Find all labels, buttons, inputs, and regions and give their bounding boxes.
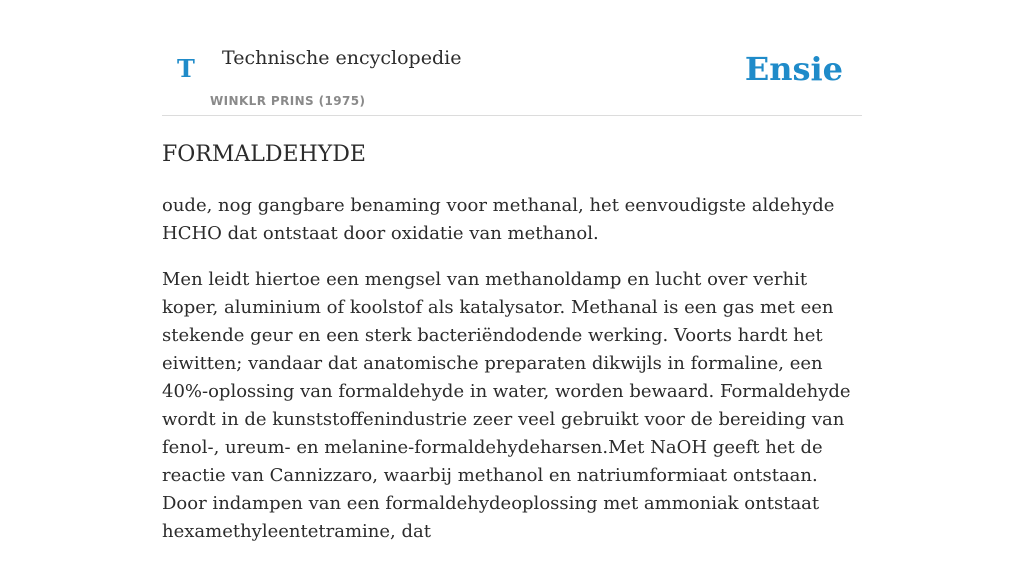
entry-title: FORMALDEHYDE (162, 142, 366, 167)
entry-paragraph-1: oude, nog gangbare benaming voor methanal, het eenvoudigste aldehyde HCHO dat ontstaat door oxidatie van methanol. (162, 195, 835, 244)
source-logo-icon[interactable]: T (177, 54, 195, 83)
source-subtitle: WINKLR PRINS (1975) (210, 94, 366, 108)
entry-paragraph-2: Men leidt hiertoe een mengsel van methanoldamp en lucht over verhit koper, aluminium of koolstof als katalysator. Methanal is een gas met een stekende geur en een sterk bacteriëndodende werking. Voorts hardt het eiwitten; vandaar dat anatomische preparaten dikwijls in formaline, een 40%-oplossing van formaldehyde in water, worden bewaard. Formaldehyde wordt in de kunststoffenindustrie zeer veel gebruikt voor de bereiding van fenol-, ureum- en melanine-formaldehydeharsen.Met NaOH geeft het de reactie van Cannizzaro, waarbij methanol en natriumformiaat ontstaan. Door indampen van een formaldehydeoplossing met ammoniak ontstaat hexamethyleentetramine, dat (162, 269, 851, 542)
header (162, 0, 862, 116)
entry-body (162, 192, 862, 564)
page (162, 0, 862, 542)
ensie-logo-link[interactable]: Ensie (744, 50, 843, 88)
source-title-link[interactable]: Technische encyclopedie (222, 47, 462, 69)
